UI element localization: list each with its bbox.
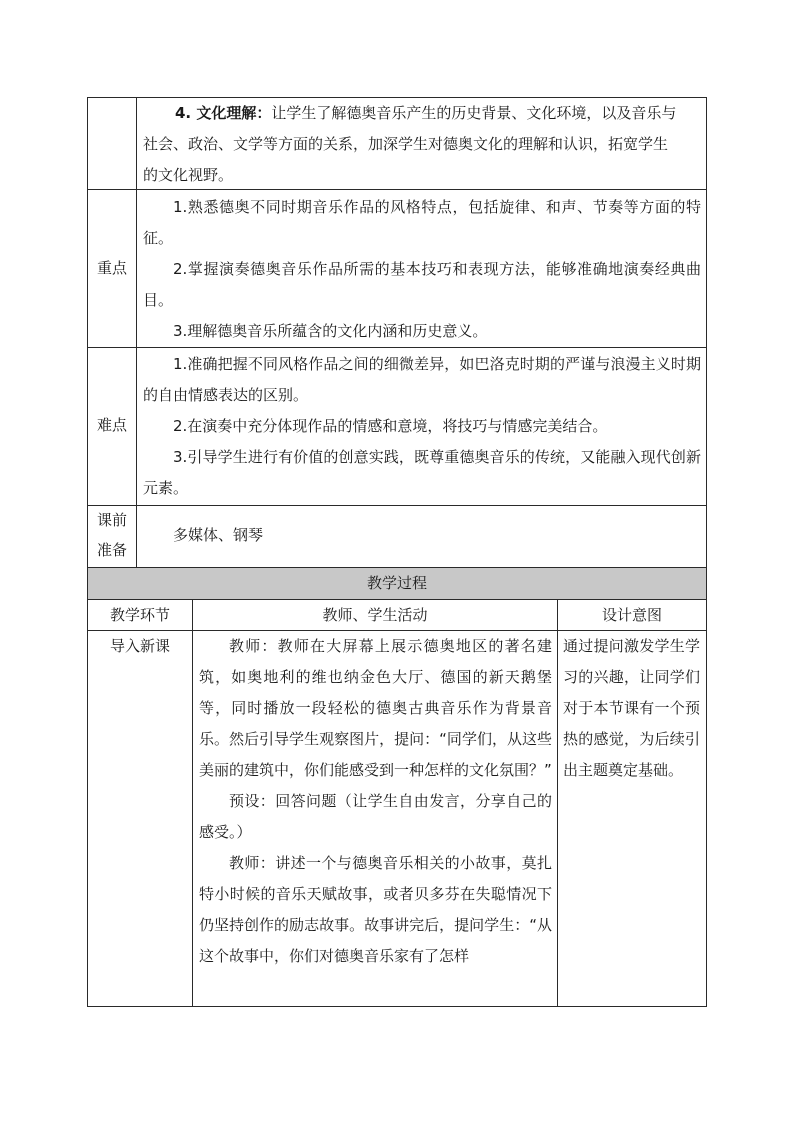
key-point-item: 1.熟悉德奥不同时期音乐作品的风格特点，包括旋律、和声、节奏等方面的特征。 xyxy=(143,198,701,247)
objective-4-line-3: 的文化视野。 xyxy=(143,166,234,184)
key-points-label: 重点 xyxy=(96,259,127,277)
stage-cell: 导入新课 xyxy=(109,637,170,655)
objective-4-line-1: 让学生了解德奥音乐产生的历史背景、文化环境，以及音乐与 xyxy=(271,104,677,122)
key-point-item: 3.理解德奥音乐所蕴含的文化内涵和历史意义。 xyxy=(173,322,488,340)
table-rule xyxy=(87,505,707,506)
difficulties-label: 难点 xyxy=(96,416,127,434)
difficulty-item: 3.引导学生进行有价值的创意实践，既尊重德奥音乐的传统，又能融入现代创新元素。 xyxy=(143,448,701,497)
activity-paragraph: 教师：讲述一个与德奥音乐相关的小故事，莫扎特小时候的音乐天赋故事，或者贝多芬在失聪情况下仍坚持创作的励志故事。故事讲完后，提问学生：“从这个故事中，你们对德奥音乐家有了怎样 xyxy=(199,854,552,965)
activity-paragraph: 教师：教师在大屏幕上展示德奥地区的著名建筑，如奥地利的维也纳金色大厅、德国的新天鹅堡等，同时播放一段轻松的德奥古典音乐作为背景音乐。然后引导学生观察图片，提问：“同学们，从这些美丽的建筑中，你们能感受到一种怎样的文化氛围？” xyxy=(199,637,552,779)
preparation-label-line-1: 课前 xyxy=(96,511,127,529)
activities-cell xyxy=(199,631,552,1005)
objective-4 xyxy=(175,98,676,129)
table-rule xyxy=(706,97,707,1007)
difficulty-item: 1.准确把握不同风格作品之间的细微差异，如巴洛克时期的严谨与浪漫主义时期的自由情感表达的区别。 xyxy=(143,355,701,404)
preparation-label-line-2: 准备 xyxy=(96,541,127,559)
objective-4-line-2: 社会、政治、文学等方面的关系，加深学生对德奥文化的理解和认识，拓宽学生 xyxy=(143,135,669,153)
activity-paragraph: 预设：回答问题（让学生自由发言，分享自己的感受。） xyxy=(199,792,552,841)
table-rule xyxy=(87,347,707,348)
table-rule xyxy=(136,97,137,567)
key-point-item: 2.掌握演奏德奥音乐作品所需的基本技巧和表现方法，能够准确地演奏经典曲目。 xyxy=(143,260,701,309)
table-rule xyxy=(557,599,558,1007)
header-stage: 教学环节 xyxy=(109,606,170,624)
table-rule xyxy=(87,1006,707,1007)
table-rule xyxy=(192,599,193,1007)
intent-cell: 通过提问激发学生学习的兴趣，让同学们对于本节课有一个预热的感觉，为后续引出主题奠定基础。 xyxy=(563,637,700,779)
difficulty-item: 2.在演奏中充分体现作品的情感和意境，将技巧与情感完美结合。 xyxy=(173,417,608,435)
process-title: 教学过程 xyxy=(366,574,427,592)
header-activities: 教师、学生活动 xyxy=(322,606,428,624)
preparation-content: 多媒体、钢琴 xyxy=(173,526,264,544)
objective-4-title: 4. 文化理解： xyxy=(175,104,272,122)
header-intent: 设计意图 xyxy=(601,606,662,624)
